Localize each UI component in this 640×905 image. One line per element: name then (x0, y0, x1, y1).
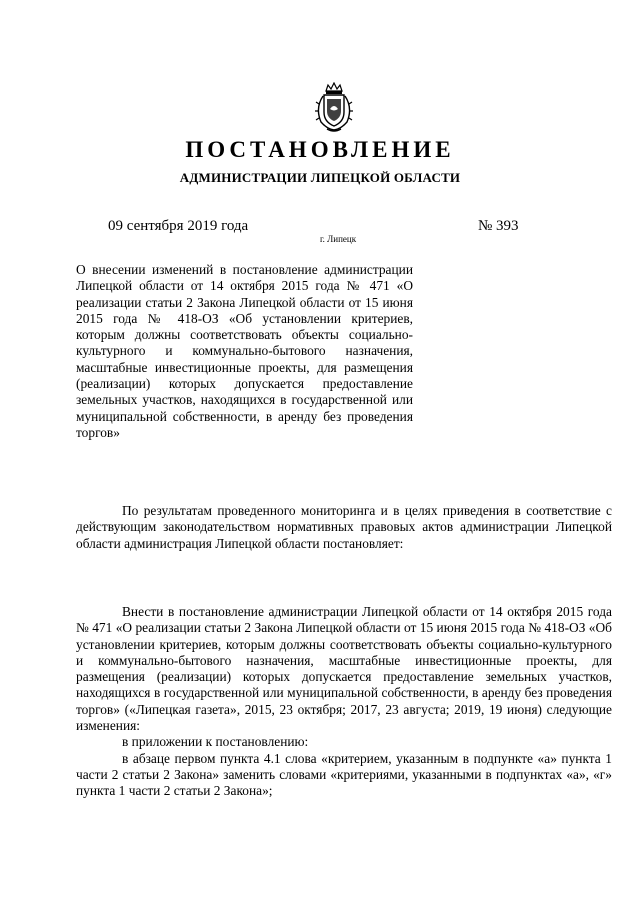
amendment-item-paragraph: в абзаце первом пункта 4.1 слова «критерием, указанным в подпункте «а» пункта 1 части 2 статьи 2 Закона» заменить словами «критериями, указанными в подпунктах «а», «г» пункта 1 части 2 статьи 2 Закона»; (76, 750, 612, 799)
document-title: ПОСТАНОВЛЕНИЕ (185, 137, 455, 162)
issuing-authority: АДМИНИСТРАЦИИ ЛИПЕЦКОЙ ОБЛАСТИ (179, 170, 461, 185)
document-subject: О внесении изменений в постановление администрации Липецкой области от 14 октября 2015 года № 471 «О реализации статьи 2 Закона Липецкой области от 15 июня 2015 года № 418-ОЗ «Об установлении критериев, которым должны соответствовать объекты социально-культурного и коммунально-бытового назначения, масштабные инвестиционные проекты, для размещения (реализации) которых допускается предоставление земельных участков, находящихся в государственной или муниципальной собственности, в аренду без проведения торгов» (76, 262, 413, 440)
preamble-paragraph: По результатам проведенного мониторинга и в целях приведения в соответствие с действующим законодательством нормативных правовых актов администрации Липецкой области администрация Липецкой области постановляет: (76, 503, 612, 551)
amendments-section (76, 604, 612, 800)
amendment-annex-paragraph: в приложении к постановлению: (122, 734, 309, 750)
coat-of-arms-icon (313, 82, 355, 134)
document-date: 09 сентября 2019 года (108, 218, 249, 234)
document-city: г. Липецк (320, 234, 357, 244)
document-number: № 393 (478, 218, 519, 234)
preamble-section (76, 503, 612, 552)
amendment-intro-paragraph: Внести в постановление администрации Липецкой области от 14 октября 2015 года № 471 «О реализации статьи 2 Закона Липецкой области от 15 июня 2015 года № 418-ОЗ «Об установлении критериев, которым должны соответствовать объекты социально-культурного и коммунально-бытового назначения, масштабные инвестиционные проекты, для размещения (реализации) которых допускается предоставление земельных участков, находящихся в государственной или муниципальной собственности, в аренду без проведения торгов» («Липецкая газета», 2015, 23 октября; 2017, 23 августа; 2019, 19 июня) следующие изменения: (76, 604, 612, 734)
